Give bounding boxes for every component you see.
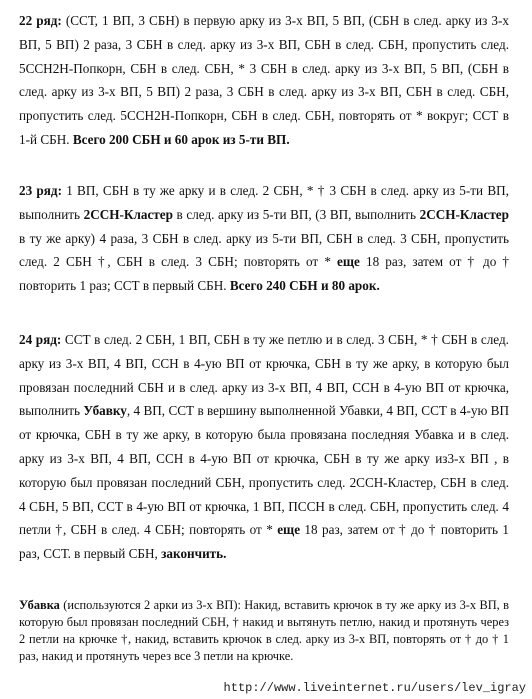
row-22-paragraph [19, 9, 509, 152]
ubavka-text: (используются 2 арки из 3-х ВП): Накид, вставить крючок в ту же арку из 3-х ВП, в которую был провязан последний СБН, † накид и вытянуть петлю, накид и протянуть через 2 петли на крючке †, накид, вставить крючок в след. арку из 3-х ВП, повторять от † до † 1 раз, накид и протянуть через все 3 петли на крючке. [19, 598, 509, 663]
row-23-cluster-2: 2ССН-Кластер [419, 206, 509, 222]
ubavka-definition [19, 597, 509, 665]
row-23-total: Всего 240 СБН и 80 арок. [229, 278, 380, 294]
row-24-text-1: ССТ в след. 2 СБН, 1 ВП, СБН в ту же петлю и в след. 3 СБН, * † СБН в след. арку из 3-х ВП, 4 ВП, ССН в 4-ую ВП от крючка, СБН в ту же арку, в которую был провязан последний СБН и в след. арку из 3-х ВП, 4 ВП, ССН в 4-ую ВП от крючка, выполнить [19, 332, 509, 419]
row-24-ubavka: Убавку [83, 403, 127, 419]
row-22-label: 22 ряд: [19, 13, 62, 28]
row-23-text-2: в след. арку из 5-ти ВП, (3 ВП, выполнить [172, 206, 420, 222]
row-22-total: Всего 200 СБН и 60 арок из 5-ти ВП. [72, 131, 290, 147]
row-23-label: 23 ряд: [19, 183, 62, 198]
row-23-paragraph [19, 179, 509, 298]
row-23-text-1: 1 ВП, СБН в ту же арку и в след. 2 СБН, * † 3 СБН в след. арку из 5-ти ВП, выполнить [19, 183, 509, 222]
row-24-finish: закончить. [161, 546, 227, 562]
row-24-esche: еще [277, 522, 301, 538]
watermark-url: http://www.liveinternet.ru/users/lev_igray [223, 681, 526, 695]
row-23-text-3: в ту же арку) 4 раза, 3 СБН в след. арку из 5-ти ВП, СБН в след. 3 СБН, пропустить след. 2 СБН †, СБН в след. 3 СБН; повторять от * [19, 230, 509, 270]
row-24-text-3: 18 раз, затем от † до † повторить 1 раз, ССТ. в первый СБН, [19, 522, 509, 562]
row-23-esche: еще [337, 254, 360, 270]
row-23-cluster-1: 2ССН-Кластер [83, 206, 173, 222]
row-22-text: (ССТ, 1 ВП, 3 СБН) в первую арку из 3-х ВП, 5 ВП, (СБН в след. арку из 3-х ВП, 5 ВП) 2 раза, 3 СБН в след. арку из 3-х ВП, СБН в след. СБН, пропустить след. 5ССН2Н-Попкорн, СБН в след. СБН, * 3 СБН в след. арку из 3-х ВП, 5 ВП, (СБН в след. арку из 3-х ВП, 5 ВП) 2 раза, 3 СБН в след. арку из 3-х ВП, СБН в след. СБН, пропустить след. 5ССН2Н-Попкорн, СБН в след. СБН, повторять от * вокруг; ССТ в 1-й СБН. [19, 13, 509, 147]
row-24-label: 24 ряд: [19, 332, 62, 347]
row-24-text-2: , 4 ВП, ССТ в вершину выполненной Убавки, 4 ВП, ССТ в 4-ую ВП от крючка, СБН в ту же арку, в которую была провязана последняя Убавка и в след. арку из 3-х ВП, 4 ВП, ССН в 4-ую ВП от крючка, СБН в ту же арку из3-х ВП , в которую был провязан последний СБН, пропустить след. 2ССН-Кластер, СБН в след. 4 СБН, 5 ВП, ССТ в 4-ую ВП от крючка, 1 ВП, ПССН в след. СБН, пропустить след. 4 петли †, СБН в след. 4 СБН; повторять от * [19, 403, 509, 538]
row-23-text-4: 18 раз, затем от † до † повторить 1 раз; ССТ в первый СБН. [19, 254, 509, 294]
row-24-paragraph [19, 328, 509, 566]
ubavka-label: Убавка [19, 598, 60, 612]
